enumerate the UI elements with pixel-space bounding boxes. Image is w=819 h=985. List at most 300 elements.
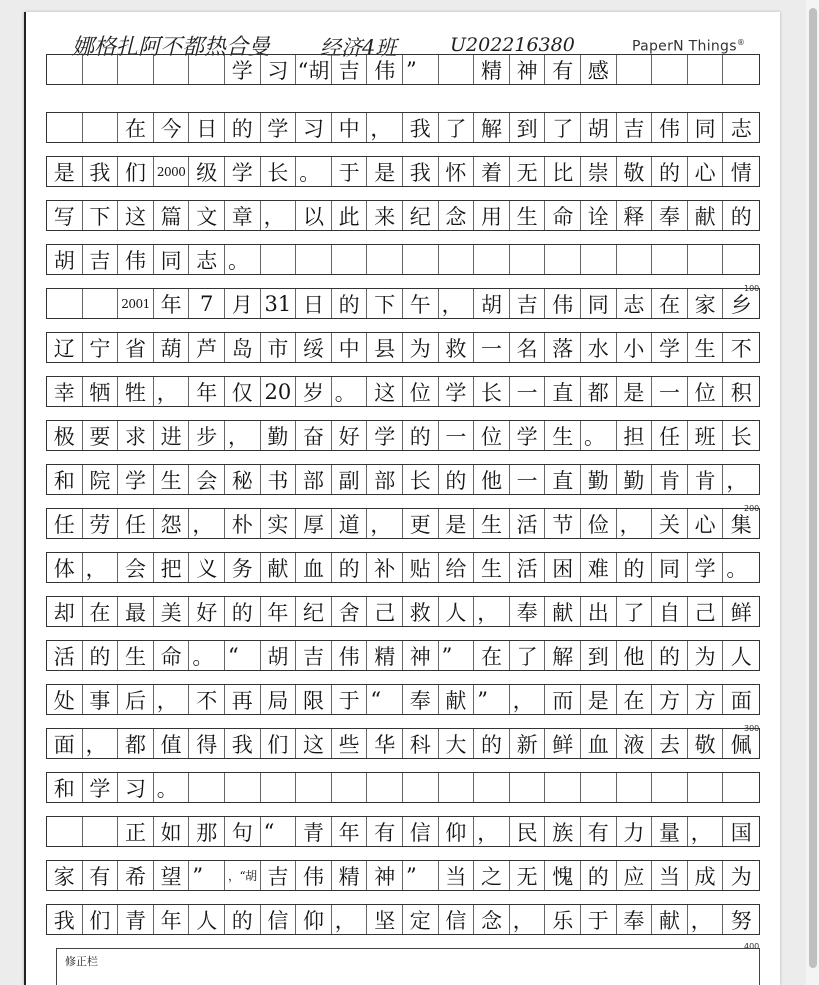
char-counter-200: 200	[744, 504, 760, 513]
grid-cell: 去	[652, 729, 688, 758]
grid-cell: 在	[83, 597, 119, 626]
grid-cell: 佩	[730, 732, 752, 757]
grid-cell: 学	[225, 157, 261, 186]
grid-cell	[261, 773, 297, 802]
grid-cell: 勤	[617, 465, 653, 494]
grid-cell: 吉	[296, 641, 332, 670]
grid-cell: 这	[367, 377, 403, 406]
grid-row	[46, 772, 760, 803]
grid-cell: 青	[118, 905, 154, 934]
grid-cell: 市	[261, 333, 297, 362]
grid-cell	[47, 113, 83, 142]
grid-cell: 学	[688, 553, 724, 582]
grid-cell	[652, 55, 688, 84]
grid-cell: 着	[474, 157, 510, 186]
grid-cell: 美	[154, 597, 190, 626]
grid-cell: 敬	[617, 157, 653, 186]
grid-cell: 都	[118, 729, 154, 758]
grid-cell: 会	[189, 465, 225, 494]
grid-cell: 积	[730, 380, 752, 405]
grid-cell: 篇	[154, 201, 190, 230]
grid-cell: ，	[83, 553, 119, 582]
grid-cell: 在	[617, 685, 653, 714]
grid-cell: 学	[367, 421, 403, 450]
grid-cell: 担	[617, 421, 653, 450]
grid-cell: 却	[47, 597, 83, 626]
grid-cell: 志	[617, 289, 653, 318]
grid-cell: “胡	[296, 55, 332, 84]
grid-cell: 班	[688, 421, 724, 450]
grid-cell: 有	[83, 861, 119, 890]
grid-cell: 我	[403, 113, 439, 142]
grid-cell: 民	[510, 817, 546, 846]
grid-cell: 了	[545, 113, 581, 142]
grid-cell: 伟	[367, 55, 403, 84]
grid-cell: 日	[189, 113, 225, 142]
grid-cell: 处	[47, 685, 83, 714]
grid-cell: 些	[332, 729, 368, 758]
grid-cell: 救	[439, 333, 475, 362]
grid-cell: 都	[581, 377, 617, 406]
grid-cell: 伟	[118, 245, 154, 274]
grid-cell: 任	[118, 509, 154, 538]
char-counter-400: 400	[744, 942, 760, 951]
grid-cell: 肯	[652, 465, 688, 494]
grid-cell	[439, 245, 475, 274]
grid-cell: ，	[261, 201, 297, 230]
grid-row	[46, 376, 760, 407]
grid-cell	[617, 245, 653, 274]
grid-cell: 关	[652, 509, 688, 538]
grid-cell: 青	[296, 817, 332, 846]
grid-cell: 伟	[296, 861, 332, 890]
grid-cell: 纪	[403, 201, 439, 230]
grid-cell: 家	[688, 289, 724, 318]
grid-row	[46, 640, 760, 671]
grid-cell: 新	[510, 729, 546, 758]
grid-cell: 和	[47, 773, 83, 802]
grid-cell: ”	[439, 641, 475, 670]
student-name: 娜格扎阿不都热合曼	[72, 35, 271, 60]
grid-cell: 仰	[439, 817, 475, 846]
grid-cell: 他	[474, 465, 510, 494]
grid-cell: 如	[154, 817, 190, 846]
grid-cell: 吉	[510, 289, 546, 318]
grid-cell: 落	[545, 333, 581, 362]
grid-cell: 极	[47, 421, 83, 450]
grid-cell: 我	[83, 157, 119, 186]
grid-cell: 信	[261, 905, 297, 934]
grid-cell: 力	[617, 817, 653, 846]
grid-row	[46, 816, 760, 847]
grid-cell: 为	[730, 864, 752, 889]
grid-cell: 那	[189, 817, 225, 846]
grid-cell: 牺	[83, 377, 119, 406]
grid-cell: 年	[261, 597, 297, 626]
grid-cell: 这	[296, 729, 332, 758]
grid-cell: 幸	[47, 377, 83, 406]
grid-cell: 名	[510, 333, 546, 362]
grid-cell: ，	[617, 509, 653, 538]
grid-cell	[296, 245, 332, 274]
grid-cell: 把	[154, 553, 190, 582]
grid-cell: 小	[617, 333, 653, 362]
grid-cell: 胡	[261, 641, 297, 670]
grid-cell: 同	[581, 289, 617, 318]
grid-cell: 的	[225, 597, 261, 626]
grid-row	[46, 684, 760, 715]
grid-cell: 活	[510, 553, 546, 582]
grid-cell: 有	[367, 817, 403, 846]
grid-cell: 秘	[225, 465, 261, 494]
grid-cell: 诠	[581, 201, 617, 230]
grid-cell: 要	[83, 421, 119, 450]
grid-cell: 的	[225, 905, 261, 934]
grid-cell: ”	[474, 685, 510, 714]
grid-cell: 了	[617, 597, 653, 626]
grid-cell: 更	[403, 509, 439, 538]
grid-cell: 族	[545, 817, 581, 846]
grid-cell: 胡	[474, 289, 510, 318]
grid-cell: 今	[154, 113, 190, 142]
grid-cell	[723, 773, 759, 802]
grid-cell	[652, 245, 688, 274]
grid-cell: 面	[730, 688, 752, 713]
grid-cell: 纪	[296, 597, 332, 626]
grid-row	[46, 244, 760, 275]
grid-cell: 不	[730, 336, 752, 361]
grid-cell: ，	[510, 685, 546, 714]
grid-cell: 。	[189, 641, 225, 670]
grid-cell: 神	[510, 55, 546, 84]
grid-cell: ，	[474, 597, 510, 626]
grid-cell: 面	[47, 729, 83, 758]
grid-cell: 月	[225, 289, 261, 318]
grid-cell: 到	[581, 641, 617, 670]
grid-cell: 精	[474, 55, 510, 84]
grid-cell: 解	[545, 641, 581, 670]
grid-cell: 比	[545, 157, 581, 186]
grid-cell: 岁	[296, 377, 332, 406]
grid-cell: 2001	[118, 289, 154, 318]
grid-cell	[332, 245, 368, 274]
grid-cell: 。	[581, 421, 617, 450]
grid-cell: 是	[439, 509, 475, 538]
grid-cell: 血	[581, 729, 617, 758]
grid-cell: 最	[118, 597, 154, 626]
grid-cell: ”	[189, 861, 225, 890]
grid-cell: 20	[261, 377, 297, 406]
grid-cell: 肯	[688, 465, 724, 494]
grid-cell: ，	[367, 509, 403, 538]
grid-cell: 念	[439, 201, 475, 230]
grid-cell: 乡	[730, 292, 752, 317]
grid-cell: 鲜	[545, 729, 581, 758]
grid-cell: 当	[652, 861, 688, 890]
grid-cell: 华	[367, 729, 403, 758]
grid-cell: ”	[403, 861, 439, 890]
grid-cell: 奉	[652, 201, 688, 230]
grid-cell: 的	[730, 204, 752, 229]
grid-cell: 生	[154, 465, 190, 494]
grid-cell: 宁	[83, 333, 119, 362]
grid-cell: 一	[474, 333, 510, 362]
grid-cell: 长	[261, 157, 297, 186]
grid-cell: 敬	[688, 729, 724, 758]
grid-row	[46, 728, 760, 759]
grid-row	[46, 156, 760, 187]
grid-cell: 俭	[581, 509, 617, 538]
grid-row	[46, 508, 760, 539]
grid-cell: ，	[225, 421, 261, 450]
grid-cell: 奉	[617, 905, 653, 934]
grid-cell: 难	[581, 553, 617, 582]
grid-cell: ，	[474, 817, 510, 846]
grid-cell: ，	[726, 468, 748, 493]
grid-cell: 的	[474, 729, 510, 758]
grid-cell	[617, 55, 653, 84]
grid-cell: 献	[688, 201, 724, 230]
grid-cell: 的	[403, 421, 439, 450]
grid-cell: 部	[367, 465, 403, 494]
grid-cell: 学	[225, 55, 261, 84]
grid-cell: 伟	[332, 641, 368, 670]
grid-cell: 。	[154, 773, 190, 802]
grid-cell: 朴	[225, 509, 261, 538]
grid-cell: ，	[189, 509, 225, 538]
grid-cell: 学	[118, 465, 154, 494]
grid-cell	[474, 245, 510, 274]
grid-cell: 舍	[332, 597, 368, 626]
grid-row	[46, 464, 760, 495]
grid-cell: 了	[439, 113, 475, 142]
grid-cell: 好	[332, 421, 368, 450]
grid-cell: 活	[47, 641, 83, 670]
grid-row	[46, 904, 760, 935]
grid-cell: 人	[730, 644, 752, 669]
grid-cell: 贴	[403, 553, 439, 582]
grid-row	[46, 112, 760, 143]
grid-cell: 于	[332, 157, 368, 186]
grid-cell: 同	[154, 245, 190, 274]
grid-cell	[47, 817, 83, 846]
grid-cell: ，“胡	[225, 861, 261, 890]
grid-cell	[83, 289, 119, 318]
grid-cell: 得	[189, 729, 225, 758]
grid-cell: 神	[403, 641, 439, 670]
grid-cell: 志	[730, 116, 752, 141]
grid-cell: 务	[225, 553, 261, 582]
grid-cell: 胡	[581, 113, 617, 142]
grid-cell: 信	[439, 905, 475, 934]
grid-cell: 生	[474, 509, 510, 538]
grid-cell: 正	[118, 817, 154, 846]
grid-cell: 志	[189, 245, 225, 274]
grid-cell: 是	[367, 157, 403, 186]
grid-cell: 们	[83, 905, 119, 934]
grid-cell: 他	[617, 641, 653, 670]
grid-cell: 的	[83, 641, 119, 670]
grid-cell: 而	[545, 685, 581, 714]
grid-cell: 有	[581, 817, 617, 846]
grid-cell: 的	[439, 465, 475, 494]
grid-cell: 神	[367, 861, 403, 890]
grid-cell: 怨	[154, 509, 190, 538]
grid-cell: 同	[688, 113, 724, 142]
grid-cell: 到	[510, 113, 546, 142]
grid-cell: 奉	[510, 597, 546, 626]
grid-cell: 县	[367, 333, 403, 362]
grid-cell: 院	[83, 465, 119, 494]
grid-cell: 无	[510, 861, 546, 890]
grid-cell: 鲜	[730, 600, 752, 625]
grid-cell: 心	[688, 157, 724, 186]
grid-cell: 人	[189, 905, 225, 934]
grid-cell: 节	[545, 509, 581, 538]
grid-cell: “	[261, 817, 297, 846]
grid-cell: 补	[367, 553, 403, 582]
grid-cell: 我	[225, 729, 261, 758]
grid-cell: 劳	[83, 509, 119, 538]
grid-cell: 文	[189, 201, 225, 230]
grid-cell: 中	[332, 333, 368, 362]
grid-cell	[545, 773, 581, 802]
grid-cell: 献	[545, 597, 581, 626]
scrollbar[interactable]	[806, 0, 819, 985]
grid-cell: 献	[439, 685, 475, 714]
grid-cell	[688, 55, 724, 84]
grid-cell: 位	[688, 377, 724, 406]
grid-cell	[403, 773, 439, 802]
grid-cell	[189, 55, 225, 84]
grid-cell: ，	[688, 905, 724, 934]
correction-column	[56, 948, 760, 985]
grid-cell: 血	[296, 553, 332, 582]
grid-cell: ，	[510, 905, 546, 934]
grid-cell: 伟	[652, 113, 688, 142]
grid-cell: 奉	[403, 685, 439, 714]
grid-cell: ，	[154, 377, 190, 406]
grid-cell: ，	[688, 817, 724, 846]
grid-cell: 吉	[83, 245, 119, 274]
grid-cell: 生	[510, 201, 546, 230]
grid-cell: 2000	[154, 157, 190, 186]
grid-cell: 的	[581, 861, 617, 890]
grid-cell: 生	[688, 333, 724, 362]
grid-cell: 们	[261, 729, 297, 758]
grid-cell	[83, 55, 119, 84]
grid-cell: ，	[439, 289, 475, 318]
scrollbar-thumb[interactable]	[809, 8, 817, 968]
brand-mark: ®	[736, 38, 746, 47]
grid-cell: 这	[118, 201, 154, 230]
grid-cell: 日	[296, 289, 332, 318]
grid-cell: 生	[545, 421, 581, 450]
grid-cell: 部	[296, 465, 332, 494]
grid-cell: “	[225, 641, 261, 670]
grid-cell: 有	[545, 55, 581, 84]
grid-cell: 集	[730, 512, 752, 537]
grid-cell: 义	[189, 553, 225, 582]
grid-cell: 级	[189, 157, 225, 186]
grid-cell: 的	[332, 553, 368, 582]
grid-cell: ，	[83, 729, 119, 758]
grid-cell	[332, 773, 368, 802]
grid-cell: ，	[154, 685, 190, 714]
grid-cell: 习	[118, 773, 154, 802]
grid-cell: 用	[474, 201, 510, 230]
grid-cell: 7	[189, 289, 225, 318]
grid-cell: 献	[261, 553, 297, 582]
grid-cell	[439, 55, 475, 84]
grid-cell	[510, 773, 546, 802]
grid-cell: 愧	[545, 861, 581, 890]
grid-cell: 一	[652, 377, 688, 406]
grid-cell: 学	[83, 773, 119, 802]
grid-cell	[189, 773, 225, 802]
grid-cell: 于	[332, 685, 368, 714]
grid-cell	[83, 113, 119, 142]
grid-cell: 牲	[118, 377, 154, 406]
grid-cell: 自	[652, 597, 688, 626]
grid-cell	[510, 245, 546, 274]
grid-cell: “	[367, 685, 403, 714]
grid-cell: 实	[261, 509, 297, 538]
grid-cell	[367, 245, 403, 274]
grid-cell: 限	[296, 685, 332, 714]
grid-cell: 释	[617, 201, 653, 230]
title-row	[46, 54, 760, 85]
grid-cell: 救	[403, 597, 439, 626]
grid-cell: 崇	[581, 157, 617, 186]
grid-cell: 写	[47, 201, 83, 230]
grid-cell: 奋	[296, 421, 332, 450]
brand-name: PaperN Things	[632, 38, 737, 55]
grid-cell: 辽	[47, 333, 83, 362]
grid-cell: 岛	[225, 333, 261, 362]
grid-cell: 之	[474, 861, 510, 890]
grid-cell: 吉	[261, 861, 297, 890]
grid-cell: 芦	[189, 333, 225, 362]
grid-cell: 怀	[439, 157, 475, 186]
grid-cell: 的	[652, 157, 688, 186]
grid-cell: 体	[47, 553, 83, 582]
grid-cell: 年	[154, 905, 190, 934]
grid-cell: 科	[403, 729, 439, 758]
grid-cell: 困	[545, 553, 581, 582]
grid-row	[46, 288, 760, 319]
grid-cell: 信	[403, 817, 439, 846]
grid-cell: 为	[403, 333, 439, 362]
grid-cell: 直	[545, 465, 581, 494]
grid-cell: 省	[118, 333, 154, 362]
grid-cell: 努	[730, 908, 752, 933]
grid-cell: 心	[688, 509, 724, 538]
grid-cell: 长	[403, 465, 439, 494]
grid-cell: 习	[296, 113, 332, 142]
grid-cell	[439, 773, 475, 802]
grid-cell: 长	[730, 424, 752, 449]
grid-cell: 和	[47, 465, 83, 494]
grid-cell: 是	[617, 377, 653, 406]
grid-cell: 句	[225, 817, 261, 846]
grid-cell: 厚	[296, 509, 332, 538]
grid-cell: 章	[225, 201, 261, 230]
grid-cell	[47, 55, 83, 84]
grid-cell	[617, 773, 653, 802]
grid-cell: 在	[652, 289, 688, 318]
grid-cell: 求	[118, 421, 154, 450]
